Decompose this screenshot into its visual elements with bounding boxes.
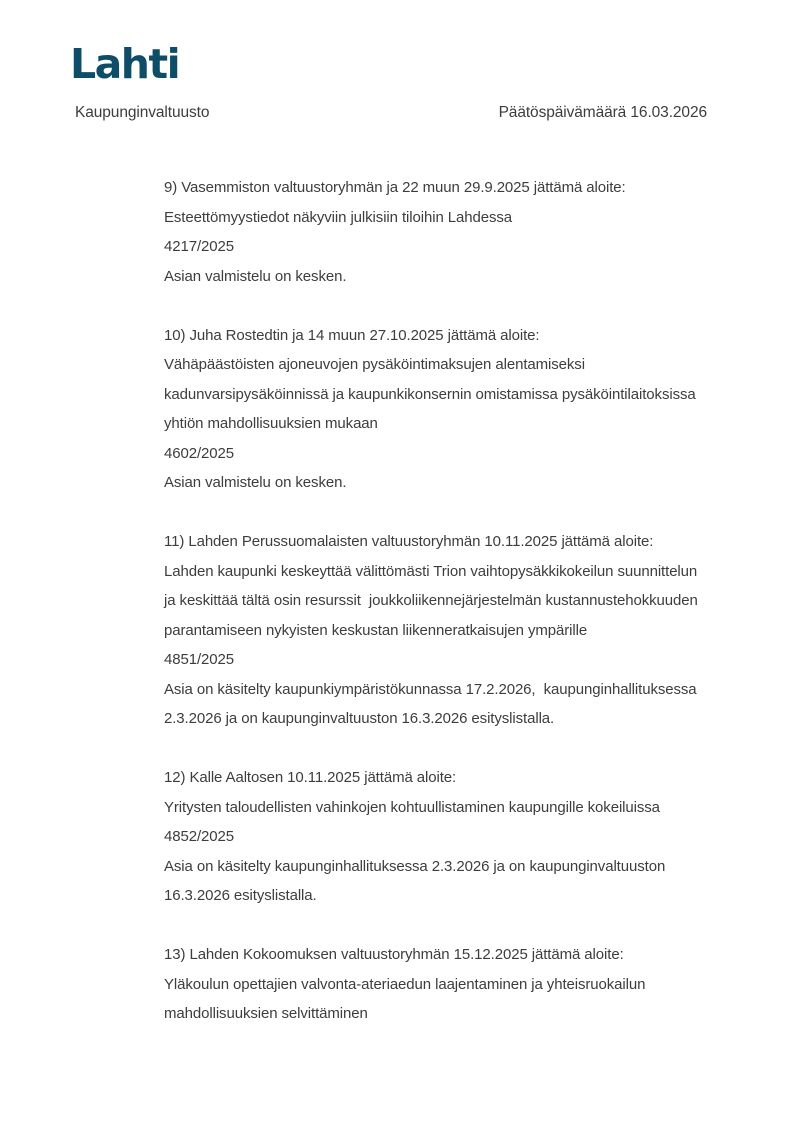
text-line: Lahden kaupunki keskeyttää välittömästi Trion vaihtopysäkkikokeilun suunnittelun [164,562,698,580]
text-line: 12) Kalle Aaltosen 10.11.2025 jättämä aloite: [164,769,457,786]
text-line: 4851/2025 [164,651,235,668]
text-line: Yläkoulun opettajien valvonta-ateriaedun laajentaminen ja yhteisruokailun [164,975,646,993]
initiative-item [164,321,724,498]
text-line: 13) Lahden Kokoomuksen valtuustoryhmän 15.12.2025 jättämä aloite: [164,946,624,963]
document-header [75,104,707,122]
text-line: 16.3.2026 esityslistalla. [164,887,317,904]
text-line: mahdollisuuksien selvittäminen [164,1005,368,1022]
text-line: Yritysten taloudellisten vahinkojen kohtuullistaminen kaupungille kokeiluissa [164,798,660,816]
lahti-logo: Lahti [70,40,180,88]
text-line: Asian valmistelu on kesken. [164,267,347,285]
text-line: 9) Vasemmiston valtuustoryhmän ja 22 muun 29.9.2025 jättämä aloite: [164,179,626,196]
text-line: ja keskittää tältä osin resurssit joukkoliikennejärjestelmän kustannustehokkuuden [164,592,698,609]
text-line: Vähäpäästöisten ajoneuvojen pysäköintimaksujen alentamiseksi [164,356,585,373]
initiative-item [164,527,724,734]
text-line: Asian valmistelu on kesken. [164,474,347,491]
text-line: 4602/2025 [164,444,235,462]
text-line: 4852/2025 [164,828,235,845]
text-line: parantamiseen nykyisten keskustan liikenneratkaisujen ympärille [164,621,588,639]
initiative-item [164,940,724,1029]
text-line: yhtiön mahdollisuuksien mukaan [164,415,378,432]
text-line: 4217/2025 [164,238,235,255]
text-line: 11) Lahden Perussuomalaisten valtuustoryhmän 10.11.2025 jättämä aloite: [164,533,654,550]
decision-date: Päätöspäivämäärä 16.03.2026 [498,104,707,121]
text-line: Asia on käsitelty kaupunginhallituksessa 2.3.2026 ja on kaupunginvaltuuston [164,857,666,875]
text-line: 10) Juha Rostedtin ja 14 muun 27.10.2025 jättämä aloite: [164,326,540,344]
text-line: Esteettömyystiedot näkyviin julkisiin tiloihin Lahdessa [164,208,513,226]
text-line: Asia on käsitelty kaupunkiympäristökunnassa 17.2.2026, kaupunginhallituksessa [164,680,697,698]
text-line: kadunvarsipysäköinnissä ja kaupunkikonsernin omistamissa pysäköintilaitoksissa [164,385,696,403]
text-line: 2.3.2026 ja on kaupunginvaltuuston 16.3.2026 esityslistalla. [164,710,555,727]
document-body [164,173,724,1029]
initiative-item [164,763,724,911]
organ-name: Kaupunginvaltuusto [75,104,210,121]
initiative-item [164,173,724,291]
